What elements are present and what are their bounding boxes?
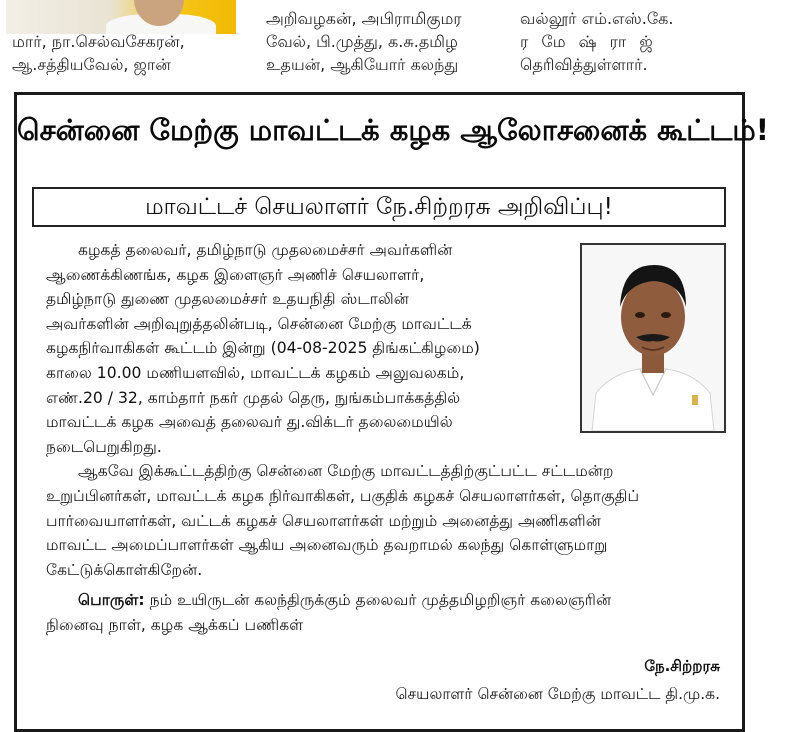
- top-right-line: தெரிவித்துள்ளார்.: [520, 55, 648, 74]
- paragraph1-line: தமிழ்நாடு துணை முதலமைச்சர் உதயநிதி ஸ்டாலின்: [46, 290, 409, 309]
- top-middle-line: உதயன், ஆகியோர் கலந்து: [266, 55, 459, 74]
- paragraph1-line: எண்.20 / 32, காம்தார் நகர் முதல் தெரு, நுங்கம்பாக்கத்தில்: [46, 388, 461, 407]
- top-middle-line: அறிவழகன், அபிராமிகுமர: [266, 9, 462, 28]
- paragraph2-line: பார்வையாளர்கள், வட்டக் கழகச் செயலாளர்கள் மற்றும் அனைத்து அணிகளின்: [46, 511, 601, 530]
- agenda-line-2: நினைவு நாள், கழக ஆக்கப் பணிகள்: [46, 615, 304, 634]
- top-column-middle: [266, 7, 462, 76]
- paragraph1-line: காலை 10.00 மணியளவில், மாவட்டக் கழகம் அலுவலகம்,: [46, 363, 465, 382]
- top-left-line: ஆ.சத்தியவேல், ஜான்: [12, 55, 171, 74]
- paragraph2-line: ஆகவே இக்கூட்டத்திற்கு சென்னை மேற்கு மாவட்டத்திற்குட்பட்ட சட்டமன்ற: [78, 462, 614, 481]
- notice-body: [46, 238, 726, 638]
- top-middle-line: வேல், பி.முத்து, க.சு.தமிழ: [266, 32, 458, 51]
- paragraph1-line: மாவட்டக் கழக அவைத் தலைவர் து.விக்டர் தலைமையில்: [46, 413, 453, 432]
- signature-title: செயலாளர் சென்னை மேற்கு மாவட்ட தி.மு.க.: [395, 685, 720, 703]
- notice-headline: சென்னை மேற்கு மாவட்டக் கழக ஆலோசனைக் கூட்டம்!: [17, 113, 769, 147]
- paragraph2-line: கேட்டுக்கொள்கிறேன்.: [46, 560, 203, 579]
- paragraph1-line: அவர்களின் அறிவுறுத்தலின்படி, சென்னை மேற்கு மாவட்டக்: [46, 314, 472, 333]
- notice-subtitle: மாவட்டச் செயலாளர் நே.சிற்றரசு அறிவிப்பு!: [32, 187, 726, 227]
- portrait-thumbnail: [6, 0, 236, 34]
- top-column-right: [520, 7, 674, 76]
- agenda-label: பொருள்:: [78, 591, 145, 610]
- top-right-line: வல்லூர் எம்.எஸ்.கே.: [520, 9, 674, 28]
- paragraph2-line: மாவட்ட அமைப்பாளர்கள் ஆகிய அனைவரும் தவறாமல் கலந்து கொள்ளுமாறு: [46, 536, 608, 555]
- top-left-line: மார், நா.செல்வசேகரன்,: [12, 32, 185, 51]
- agenda-text: நம் உயிருடன் கலந்திருக்கும் தலைவர் முத்தமிழறிஞர் கலைஞரின்: [144, 591, 612, 610]
- meeting-notice: [14, 92, 769, 732]
- top-column-left: [12, 30, 185, 76]
- top-right-line: ர மே ஷ் ரா ஜ்: [520, 32, 657, 51]
- paragraph2-line: உறுப்பினர்கள், மாவட்டக் கழக நிர்வாகிகள், பகுதிக் கழகச் செயலாளர்கள், தொகுதிப்: [46, 486, 640, 505]
- signature-name: நே.சிற்றரசு: [644, 657, 720, 675]
- paragraph1-line: ஆணைக்கிணங்க, கழக இளைஞர் அணிச் செயலாளர்,: [46, 265, 425, 284]
- paragraph1-line: கழகநிர்வாகிகள் கூட்டம் இன்று (04-08-2025 திங்கட்கிழமை): [46, 339, 480, 358]
- paragraph1-line: கழகத் தலைவர், தமிழ்நாடு முதலமைச்சர் அவர்களின்: [78, 241, 453, 259]
- agenda-line: [46, 588, 726, 613]
- paragraph1-line: நடைபெறுகிறது.: [46, 437, 162, 456]
